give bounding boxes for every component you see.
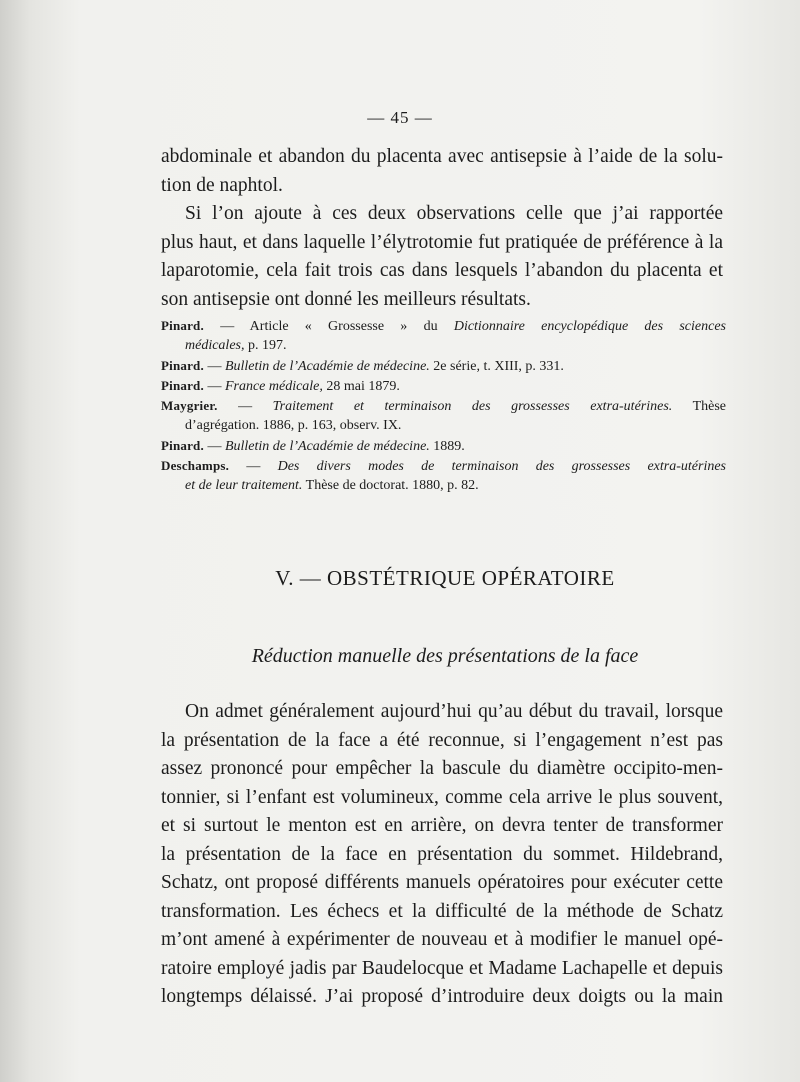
- text-line: abdominale et abandon du placenta avec antisepsie à l’aide de la solu-: [161, 146, 723, 167]
- text-line: longtemps délaissé. J’ai proposé d’introduire deux doigts ou la main: [161, 986, 723, 1007]
- text-line: m’ont amené à expérimenter de nouveau et à modifier le manuel opé-: [161, 929, 723, 950]
- reference-item: Pinard. — France médicale, 28 mai 1879.: [161, 377, 400, 394]
- text-line: tonnier, si l’enfant est volumineux, comme cela arrive le plus souvent,: [161, 786, 723, 808]
- reference-title: Des divers modes de terminaison des grossesses extra-utérines: [277, 459, 726, 475]
- text-line: laparotomie, cela fait trois cas dans lesquels l’abandon du placenta et: [161, 260, 723, 281]
- text-line: tion de naphtol.: [161, 174, 283, 196]
- reference-title: Dictionnaire encyclopédique des sciences: [453, 319, 726, 334]
- reference-title: France médicale,: [224, 378, 323, 394]
- reference-author: Pinard.: [161, 357, 204, 373]
- text-line: transformation. Les échecs et la difficulté de la méthode de Schatz: [161, 900, 723, 922]
- intro-paragraph: [161, 143, 723, 314]
- reference-author: Pinard.: [161, 377, 204, 393]
- reference-item: Pinard. — Bulletin de l’Académie de médecine. 1889.: [161, 437, 465, 454]
- text-line: plus haut, et dans laquelle l’élytrotomie fut pratiquée de préférence à la: [161, 231, 723, 253]
- text-line: assez prononcé pour empêcher la bascule du diamètre occipito-men-: [161, 758, 723, 779]
- text-line: On admet généralement aujourd’hui qu’au début du travail, lorsque: [185, 701, 723, 722]
- bibliography: [161, 316, 726, 496]
- reference-title: Traitement et terminaison des grossesses extra-utérines.: [272, 399, 673, 415]
- reference-author: Pinard.: [161, 318, 204, 333]
- reference-title: médicales,: [185, 338, 245, 354]
- text-line: son antisepsie ont donné les meilleurs résultats.: [161, 288, 531, 310]
- page-number: — 45 —: [367, 108, 433, 127]
- body-paragraph: [161, 698, 723, 1012]
- reference-item: Maygrier. — Traitement et terminaison des grossesses extra-utérines. Thèse d’agrégation. 1886, p. 163, observ. IX.: [161, 398, 726, 434]
- subsection-title: Réduction manuelle des présentations de la face: [251, 645, 639, 667]
- reference-title: Bulletin de l’Académie de médecine.: [224, 438, 430, 454]
- reference-title: Bulletin de l’Académie de médecine.: [224, 358, 430, 374]
- text-line: ratoire employé jadis par Baudelocque et Madame Lachapelle et depuis: [161, 957, 723, 979]
- reference-author: Pinard.: [161, 437, 204, 453]
- section-title: V. — OBSTÉTRIQUE OPÉRATOIRE: [275, 566, 615, 590]
- reference-item: Pinard. — Article « Grossesse » du Dictionnaire encyclopédique des sciences médicales, p. 197.: [161, 318, 726, 354]
- reference-item: Pinard. — Bulletin de l’Académie de médecine. 2e série, t. XIII, p. 331.: [161, 357, 564, 374]
- text-line: la présentation de la face a été reconnue, si l’engagement n’est pas: [161, 729, 723, 751]
- reference-author: Deschamps.: [161, 458, 230, 474]
- text-line: Schatz, ont proposé différents manuels opératoires pour exécuter cette: [161, 872, 723, 893]
- text-line: la présentation de la face en présentation du sommet. Hildebrand,: [161, 843, 723, 865]
- text-line: et si surtout le menton est en arrière, on devra tenter de transformer: [161, 815, 723, 836]
- reference-title: et de leur traitement.: [185, 478, 303, 494]
- reference-item: Deschamps. — Des divers modes de terminaison des grossesses extra-utérines et de leur traitement. Thèse de doctorat. 1880, p. 82.: [161, 458, 726, 494]
- text-line: Si l’on ajoute à ces deux observations celle que j’ai rapportée: [185, 203, 723, 224]
- reference-author: Maygrier.: [161, 398, 218, 414]
